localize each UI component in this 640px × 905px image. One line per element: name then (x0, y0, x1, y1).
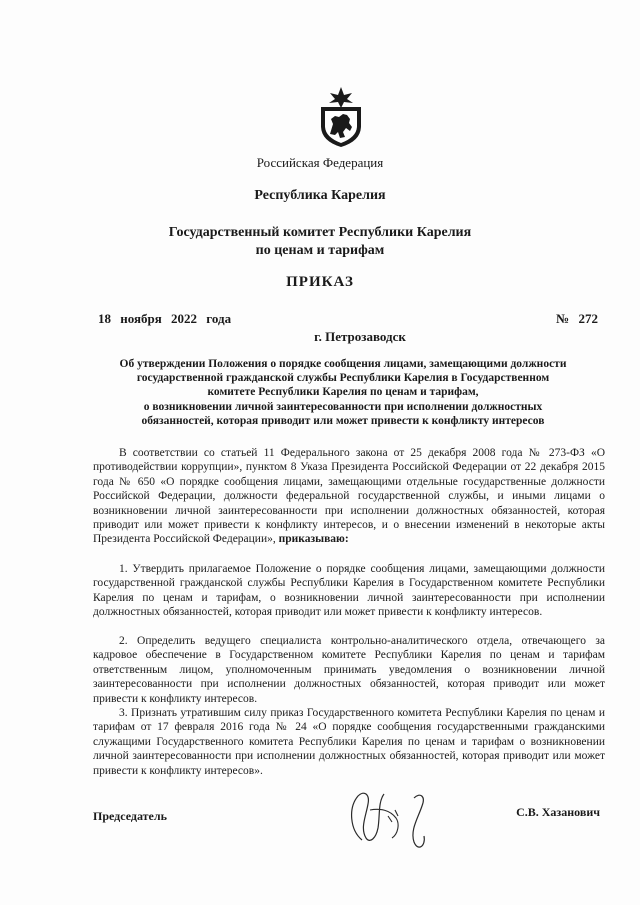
subject-line: о возникновении личной заинтересованности при исполнении должностных (143, 400, 543, 413)
handwritten-signature (340, 780, 450, 860)
subject-line: обязанностей, которая приводит или может привести к конфликту интересов (141, 414, 545, 427)
order-item-2: 2. Определить ведущего специалиста контрольно-аналитического отдела, отвечающего за кадровое обеспечение в Государственном комитете Республики Карелия по ценам и тарифам ответственным лицом, уполномоченным принимать уведомления о возникновении личной заинтересованности при исполнении должностных обязанностей, которая приводит или может привести к конфликту интересов. (93, 635, 605, 705)
document-number: № 272 (556, 311, 598, 326)
republic-label: Республика Карелия (254, 188, 386, 203)
order-item-3: 3. Признать утратившим силу приказ Государственного комитета Республики Карелия по ценам и тарифам от 17 февраля 2016 года № 24 «О порядке сообщения государственными гражданскими служащими Государственного комитета Республики Карелия по ценам и тарифам о возникновении личной заинтересованности при исполнении должностных обязанностей, которая приводит или может привести к конфликту интересов». (93, 707, 605, 777)
committee-name (0, 224, 640, 260)
committee-line-1: Государственный комитет Республики Карелия (168, 225, 472, 240)
document-type: ПРИКАЗ (286, 274, 354, 290)
subject-line: Об утверждении Положения о порядке сообщения лицами, замещающими должности (119, 358, 567, 370)
subject-line: государственной гражданской службы Республики Карелия в Государственном (136, 372, 550, 385)
subject-line: комитете Республики Карелия по ценам и тарифам, (207, 386, 479, 399)
signatory-name: С.В. Хазанович (516, 805, 600, 819)
order-item-1: 1. Утвердить прилагаемое Положение о порядке сообщения лицами, замещающими должности государственной гражданской службы Республики Карелия в Государственном комитете Республики Карелия по ценам и тарифам, о возникновении личной заинтересованности при исполнении должностных обязанностей, которая приводит или может привести к конфликту интересов. (93, 563, 605, 619)
document-city: г. Петрозаводск (314, 329, 406, 344)
karelia-coat-of-arms-icon (316, 86, 366, 148)
committee-line-2: по ценам и тарифам (255, 243, 385, 258)
signatory-position: Председатель (93, 809, 167, 823)
federation-label: Российская Федерация (256, 155, 384, 170)
document-subject (100, 357, 586, 428)
preamble-text: В соответствии со статьей 11 Федерального закона от 25 декабря 2008 года № 273-ФЗ «О противодействии коррупции», пунктом 8 Указа Президента Российской Федерации от 22 декабря 2015 года № 650 «О порядке сообщения лицами, замещающими отдельные государственные должности Российской Федерации, должности федеральной государственной службы, и иными лицами о возникновении личной заинтересованности при исполнении должностных обязанностей, которая приводит или может привести к конфликту интересов, и о внесении изменений в некоторые акты Президента Российской Федерации», (93, 447, 605, 546)
preamble-paragraph (93, 446, 605, 547)
document-date: 18 ноября 2022 года (98, 311, 232, 326)
decree-word: приказываю: (278, 533, 349, 546)
